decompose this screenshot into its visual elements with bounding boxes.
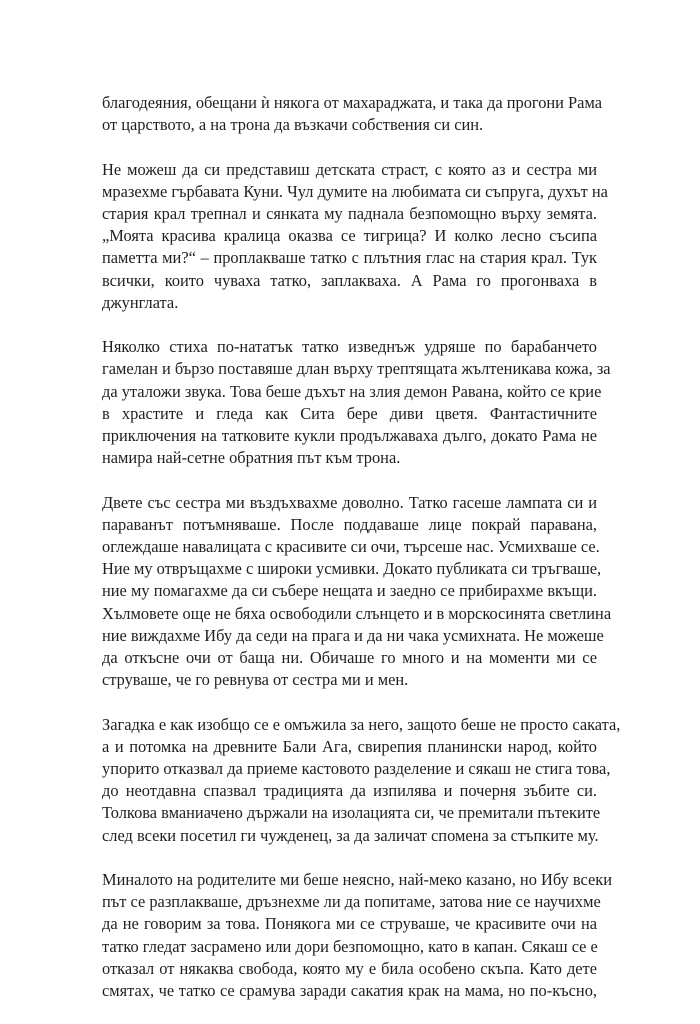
text-line: ние виждахме Ибу да седи на прага и да ни чака усмихната. Не можеше xyxy=(102,625,604,645)
text-line: Двете със сестра ми въздъхвахме доволно. Татко гасеше лампата си и xyxy=(102,492,597,512)
text-line: Не можеш да си представиш детската страст, с която аз и сестра ми xyxy=(102,159,597,179)
text-line: намира най-сетне обратния път към трона. xyxy=(102,448,401,468)
text-line: Загадка е как изобщо се е омъжила за него, защото беше не просто саката, xyxy=(102,714,621,734)
text-line: до неотдавна спазвал традицията да изпилява и почерня зъбите си. xyxy=(102,781,597,801)
text-line: джунглата. xyxy=(102,292,179,312)
text-line: отказал от някаква свобода, която му е била особено скъпа. Като дете xyxy=(102,958,597,978)
text-line: паравaнът потъмняваше. После поддаваше лице покрай паравана, xyxy=(102,514,597,534)
text-line: в храстите и гледа как Сита бере диви цветя. Фантастичните xyxy=(102,403,597,423)
text-line: мразехме гърбавата Куни. Чул думите на любимата си съпруга, духът на xyxy=(102,181,608,201)
text-line: всички, които чуваха татко, заплакваха. А Рама го прогонваха в xyxy=(102,270,597,290)
text-line: Миналото на родителите ми беше неясно, най-меко казано, но Ибу всеки xyxy=(102,870,612,890)
text-line: Толкова вманиачено държали на изолацията си, че премитали пътеките xyxy=(102,803,601,823)
text-line: татко гледат засрамено или дори безпомощно, като в капан. Сякаш се е xyxy=(102,936,598,956)
paragraph xyxy=(102,92,602,136)
text-line: „Моята красива кралица оказва се тигрица? И колко лесно съсипа xyxy=(102,226,597,246)
paragraph xyxy=(102,336,611,469)
text-column xyxy=(102,92,621,1024)
text-line: Ние му отвръщахме с широки усмивки. Докато публиката си тръгваше, xyxy=(102,559,602,579)
paragraph xyxy=(102,869,612,1002)
text-line: паметта ми?“ – проплакваше татко с плътния глас на стария крал. Тук xyxy=(102,248,597,268)
text-line: упорито отказвал да приеме кастовото разделение и сякаш не стига това, xyxy=(102,759,611,779)
paragraph xyxy=(102,714,621,847)
text-line: струваше, че го ревнува от сестра ми и мен. xyxy=(102,670,409,690)
text-line: смятах, че татко се срамува заради сакатия крак на мама, но по-късно, xyxy=(102,981,597,1001)
text-line: да уталожи звука. Това беше дъхът на злия демон Равана, който се крие xyxy=(102,381,602,401)
text-line: от царството, а на трона да възкачи собствения си син. xyxy=(102,115,484,135)
paragraph xyxy=(102,492,612,692)
text-line: стария крал трепнал и сянката му паднала безпомощно върху земята. xyxy=(102,204,597,223)
text-line: път се разплакваше, дръзнехме ли да попитаме, затова ние се научихме xyxy=(102,892,601,912)
text-line: Хълмовете още не бяха освободили слънцето и в морскосинята светлина xyxy=(102,603,612,623)
text-line: след всеки посетил ги чужденец, за да заличат спомена за стъпките му. xyxy=(102,825,599,845)
paragraph xyxy=(102,159,608,314)
text-line: Няколко стиха по-нататък татко изведнъж удряше по барабанчето xyxy=(102,337,597,357)
text-line: благодеяния, обещани ѝ някога от махараджата, и така да прогони Рама xyxy=(102,93,602,112)
text-line: оглеждаше навалицата с красивите си очи, търсеше нас. Усмихваше се. xyxy=(102,537,600,557)
text-line: да не говорим за това. Понякога ми се струваше, че красивите очи на xyxy=(102,914,597,934)
text-line: да откъсне очи от баща ни. Обичаше го много и на моменти ми се xyxy=(102,648,597,668)
text-line: ние му помагахме да си събере нещата и заедно се прибирахме вкъщи. xyxy=(102,581,597,601)
text-line: а и потомка на древните Бали Ага, свирепия планински народ, който xyxy=(102,736,597,756)
text-line: приключения на татковите кукли продължаваха дълго, докато Рама не xyxy=(102,426,597,446)
text-line: гамелан и бързо поставяше длан върху трептящата жълтеникава кожа, за xyxy=(102,359,611,379)
